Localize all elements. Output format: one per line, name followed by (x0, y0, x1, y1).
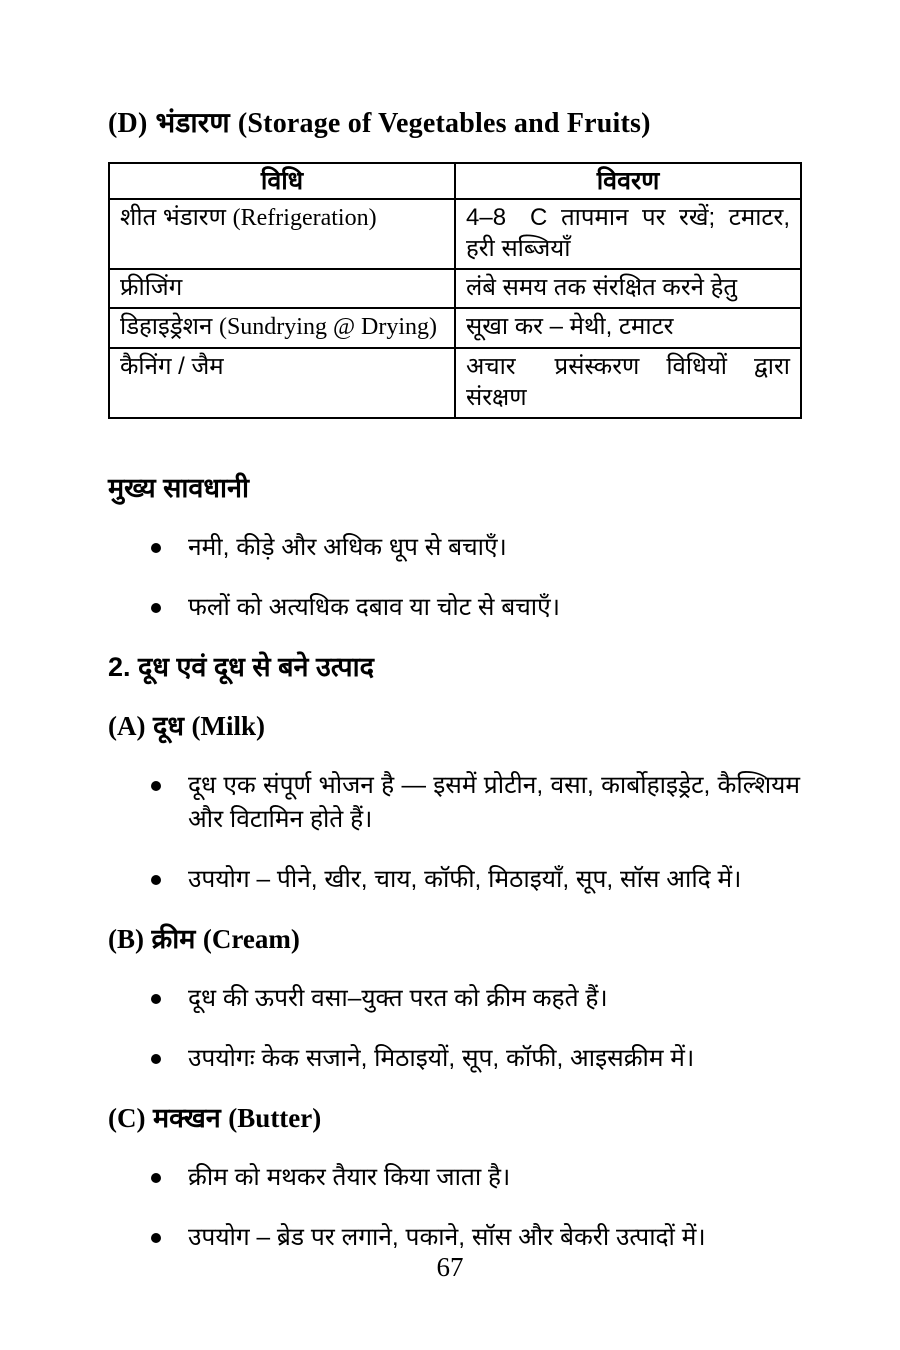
bullet-icon (151, 781, 161, 791)
bullet-icon (151, 1233, 161, 1243)
cream-title-hindi: क्रीम (151, 924, 196, 954)
bullet-icon (151, 994, 161, 1004)
detail-cell: अचार प्रसंस्करण विधियों द्वारा संरक्षण (455, 348, 801, 418)
caution-bullet-1 (108, 531, 800, 565)
cream-bullet-2 (108, 1042, 800, 1076)
detail-cell: 4–8 C तापमान पर रखें; टमाटर, हरी सब्जियाँ (455, 199, 801, 269)
milk-bullet-2 (108, 863, 800, 897)
detail-cell: लंबे समय तक संरक्षित करने हेतु (455, 269, 801, 308)
butter-label: (C) (108, 1103, 146, 1133)
method-hindi: कैनिंग / जैम (120, 353, 224, 380)
butter-title-english: (Butter) (228, 1103, 322, 1133)
column-header-detail: विवरण (455, 163, 801, 199)
butter-title-hindi: मक्खन (153, 1103, 221, 1133)
cream-heading (108, 922, 800, 956)
bullet-text: उपयोग – ब्रेड पर लगाने, पकाने, सॉस और बेकरी उत्पादों में। (188, 1224, 706, 1251)
bullet-text: उपयोगः केक सजाने, मिठाइयों, सूप, कॉफी, आइसक्रीम में। (188, 1045, 695, 1072)
section-d-label: (D) (108, 108, 148, 139)
bullet-text: उपयोग – पीने, खीर, चाय, कॉफी, मिठाइयाँ, सूप, सॉस आदि में। (188, 866, 742, 893)
bullet-icon (151, 1173, 161, 1183)
method-english: (Refrigeration) (232, 205, 377, 231)
method-cell (109, 199, 455, 269)
table-row-dehydration (109, 308, 801, 348)
milk-label: (A) (108, 711, 146, 741)
section-d-title-english: (Storage of Vegetables and Fruits) (237, 108, 651, 139)
detail-cell: सूखा कर – मेथी, टमाटर (455, 308, 801, 348)
cream-bullet-1 (108, 982, 800, 1016)
column-header-method: विधि (109, 163, 455, 199)
section-d-heading (108, 106, 800, 141)
section-2-number: 2. (108, 652, 131, 682)
table-row-canning (109, 348, 801, 418)
bullet-text: फलों को अत्यधिक दबाव या चोट से बचाएँ। (188, 594, 560, 621)
section-2-title: दूध एवं दूध से बने उत्पाद (138, 652, 374, 682)
caution-bullet-2 (108, 591, 800, 625)
method-hindi: फ्रीजिंग (120, 274, 183, 301)
table-row-freezing (109, 269, 801, 308)
butter-bullet-2 (108, 1221, 800, 1255)
page-number: 67 (436, 1252, 464, 1282)
method-hindi: शीत भंडारण (120, 204, 226, 231)
table-header-row (109, 163, 801, 199)
cream-title-english: (Cream) (202, 924, 300, 954)
storage-table (108, 162, 802, 419)
caution-heading: मुख्य सावधानी (108, 473, 249, 503)
bullet-icon (151, 543, 161, 553)
method-cell (109, 269, 455, 308)
butter-heading (108, 1101, 800, 1135)
bullet-text: दूध की ऊपरी वसा–युक्त परत को क्रीम कहते हैं। (188, 985, 608, 1012)
bullet-icon (151, 875, 161, 885)
section-d-title-hindi: भंडारण (155, 107, 230, 138)
butter-bullet-1 (108, 1161, 800, 1195)
table-row-refrigeration (109, 199, 801, 269)
cream-label: (B) (108, 924, 144, 954)
bullet-icon (151, 1054, 161, 1064)
milk-heading (108, 709, 800, 743)
bullet-icon (151, 603, 161, 613)
method-hindi: डिहाइड्रेशन (120, 313, 213, 340)
milk-title-english: (Milk) (191, 711, 265, 741)
method-english: (Sundrying @ Drying) (218, 314, 438, 340)
milk-title-hindi: दूध (153, 711, 184, 741)
bullet-text: दूध एक संपूर्ण भोजन है — इसमें प्रोटीन, वसा, कार्बोहाइड्रेट, कैल्शियम और विटामिन होते हैं। (188, 772, 800, 833)
bullet-text: क्रीम को मथकर तैयार किया जाता है। (188, 1164, 511, 1191)
section-2-heading (108, 650, 800, 684)
milk-bullet-1 (108, 769, 800, 837)
method-cell (109, 348, 455, 418)
bullet-text: नमी, कीड़े और अधिक धूप से बचाएँ। (188, 534, 507, 561)
method-cell (109, 308, 455, 348)
